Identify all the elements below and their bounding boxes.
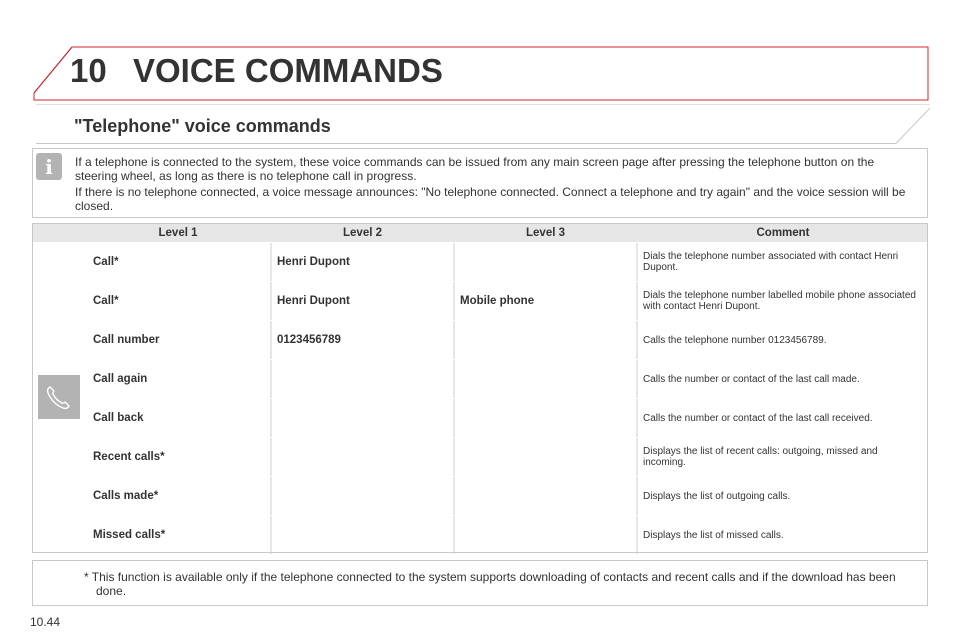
cell-level-1: Calls made* xyxy=(93,490,159,502)
table-body xyxy=(86,243,928,553)
header-comment: Comment xyxy=(756,227,810,239)
cell-comment: Displays the list of outgoing calls. xyxy=(643,491,791,502)
cell-level-1: Call* xyxy=(93,295,119,307)
info-paragraph-1: If a telephone is connected to the system, these voice commands can be issued from any main screen page after pressing the telephone button on the steering wheel, as long as there is no telephone call in progress. xyxy=(75,155,875,183)
table-row xyxy=(86,282,928,320)
cell-level-2: 0123456789 xyxy=(277,334,341,346)
page-number: 10.44 xyxy=(30,615,61,629)
cell-level-1: Missed calls* xyxy=(93,529,166,541)
header-level-2: Level 2 xyxy=(343,227,382,239)
cell-level-1: Call number xyxy=(93,334,160,346)
cell-level-1: Call* xyxy=(93,256,119,268)
cell-level-2: Henri Dupont xyxy=(277,256,350,268)
chapter-number: 10 xyxy=(70,52,107,89)
table-row xyxy=(86,243,928,281)
cell-level-1: Call back xyxy=(93,412,144,424)
table-row xyxy=(86,477,928,515)
phone-handset-glyph xyxy=(45,383,73,411)
cell-comment: Displays the list of missed calls. xyxy=(643,530,784,541)
table-row xyxy=(86,516,928,554)
table-row xyxy=(86,399,928,437)
info-text xyxy=(75,156,915,216)
table-row xyxy=(86,360,928,398)
table-header xyxy=(32,223,928,242)
cell-comment: Displays the list of recent calls: outgoing, missed and incoming. xyxy=(643,446,878,468)
cell-level-3: Mobile phone xyxy=(460,295,535,307)
cell-comment: Dials the telephone number associated with contact Henri Dupont. xyxy=(643,251,899,273)
header-level-1: Level 1 xyxy=(158,227,198,239)
footnote-text: * This function is available only if the telephone connected to the system supports downloading of contacts and recent calls and if the download has been done. xyxy=(84,570,896,598)
cell-comment: Calls the number or contact of the last call made. xyxy=(643,374,860,385)
table-row xyxy=(86,321,928,359)
table-row xyxy=(86,438,928,476)
cell-comment: Dials the telephone number labelled mobile phone associated with contact Henri Dupont. xyxy=(643,290,916,312)
cell-level-1: Recent calls* xyxy=(93,451,165,463)
cell-comment: Calls the number or contact of the last call received. xyxy=(643,413,873,424)
section-title: "Telephone" voice commands xyxy=(74,116,331,136)
info-icon: i xyxy=(36,153,62,180)
header-level-3: Level 3 xyxy=(526,227,565,239)
cell-level-2: Henri Dupont xyxy=(277,295,350,307)
chapter-title: VOICE COMMANDS xyxy=(133,52,443,89)
cell-comment: Calls the telephone number 0123456789. xyxy=(643,335,827,346)
info-paragraph-2: If there is no telephone connected, a voice message announces: "No telephone connected. Connect a telephone and try again" and the voice session will be closed. xyxy=(75,185,906,213)
voice-command-table xyxy=(32,223,928,553)
phone-handset-icon xyxy=(38,375,80,419)
cell-level-1: Call again xyxy=(93,373,148,385)
